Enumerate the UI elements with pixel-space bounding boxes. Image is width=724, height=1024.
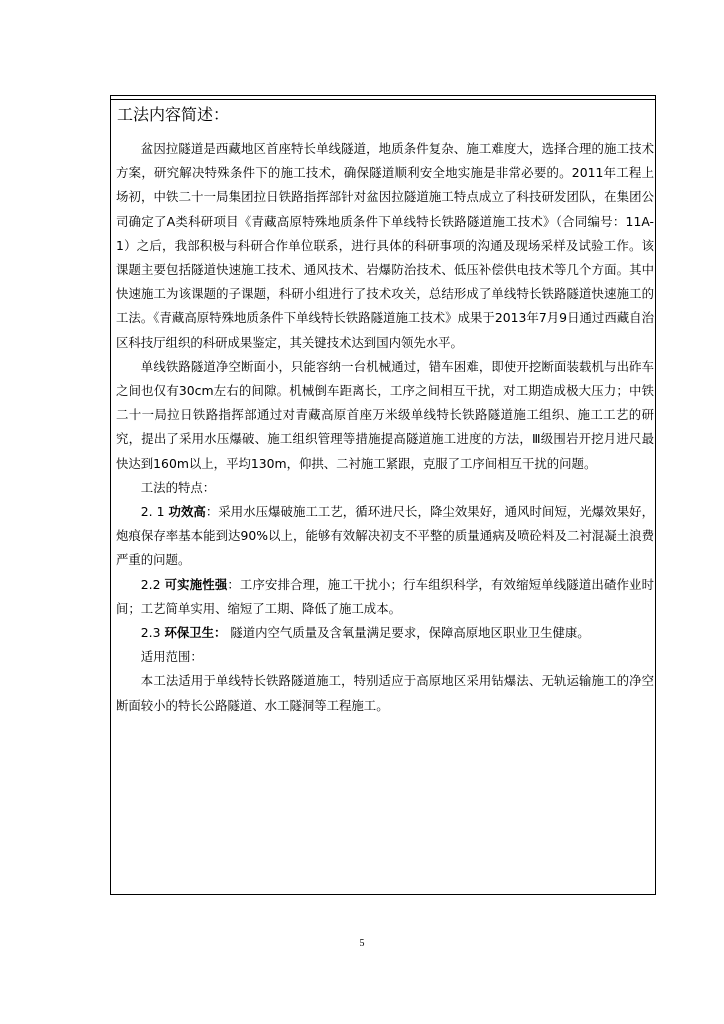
body-text xyxy=(116,137,654,718)
feature-title: 功效高 xyxy=(168,504,206,520)
paragraph-features-label: 工法的特点： xyxy=(140,479,216,495)
page-number: 5 xyxy=(359,938,365,949)
paragraph-feature-efficiency xyxy=(116,500,654,573)
feature-number: 2. 1 xyxy=(140,504,169,520)
feature-title: 可实施性强 xyxy=(164,576,228,592)
feature-text: ：采用水压爆破施工工艺，循环进尺长，降尘效果好，通风时间短，光爆效果好，炮痕保存率基本能到达90%以上，能够有效解决初支不平整的质量通病及喷砼料及二衬混凝土浪费严重的问题。 xyxy=(116,504,654,568)
paragraph-problem: 单线铁路隧道净空断面小，只能容纳一台机械通过，错车困难，即使开挖断面装载机与出砟车之间也仅有30cm左右的间隙。机械倒车距离长，工序之间相互干扰，对工期造成极大压力；中铁二十一局拉日铁路指挥部通过对青藏高原首座万米级单线特长铁路隧道施工组织、施工工艺的研究，提出了采用水压爆破、施工组织管理等措施提高隧道施工进度的方法，Ⅲ级围岩开挖月进尺最快达到160m以上，平均130m，仰拱、二衬施工紧跟，克服了工序间相互干扰的问题。 xyxy=(116,358,654,471)
section-heading: 工法内容简述： xyxy=(117,105,230,124)
paragraph-feature-environment xyxy=(116,621,654,645)
frame-inner-rule xyxy=(111,99,655,100)
paragraph-background: 盆因拉隧道是西藏地区首座特长单线隧道，地质条件复杂、施工难度大，选择合理的施工技术方案，研究解决特殊条件下的施工技术，确保隧道顺利安全地实施是非常必要的。2011年工程上场初，中铁二十一局集团拉日铁路指挥部针对盆因拉隧道施工特点成立了科技研发团队，在集团公司确定了A类科研项目《青藏高原特殊地质条件下单线特长铁路隧道施工技术》（合同编号：11A-1）之后，我部积极与科研合作单位联系，进行具体的科研事项的沟通及现场采样及试验工作。该课题主要包括隧道快速施工技术、通风技术、岩爆防治技术、低压补偿供电技术等几个方面。其中快速施工为该课题的子课题，科研小组进行了技术攻关，总结形成了单线特长铁路隧道快速施工的工法。《青藏高原特殊地质条件下单线特长铁路隧道施工技术》成果于2013年7月9日通过西藏自治区科技厅组织的科研成果鉴定，其关键技术达到国内领先水平。 xyxy=(116,141,654,350)
feature-text: ：工序安排合理，施工干扰小；行车组织科学，有效缩短单线隧道出碴作业时间；工艺简单实用、缩短了工期、降低了施工成本。 xyxy=(116,576,654,616)
paragraph-scope: 本工法适用于单线特长铁路隧道施工，特别适应于高原地区采用钻爆法、无轨运输施工的净空断面较小的特长公路隧道、水工隧洞等工程施工。 xyxy=(116,673,654,713)
feature-text: 隧道内空气质量及含氧量满足要求，保障高原地区职业卫生健康。 xyxy=(226,625,590,641)
paragraph-feature-feasibility xyxy=(116,573,654,621)
feature-title: 环保卫生： xyxy=(164,625,227,641)
feature-number: 2.2 xyxy=(140,576,165,592)
paragraph-scope-label: 适用范围： xyxy=(140,649,203,665)
feature-number: 2.3 xyxy=(140,625,165,641)
content-frame xyxy=(110,95,656,895)
